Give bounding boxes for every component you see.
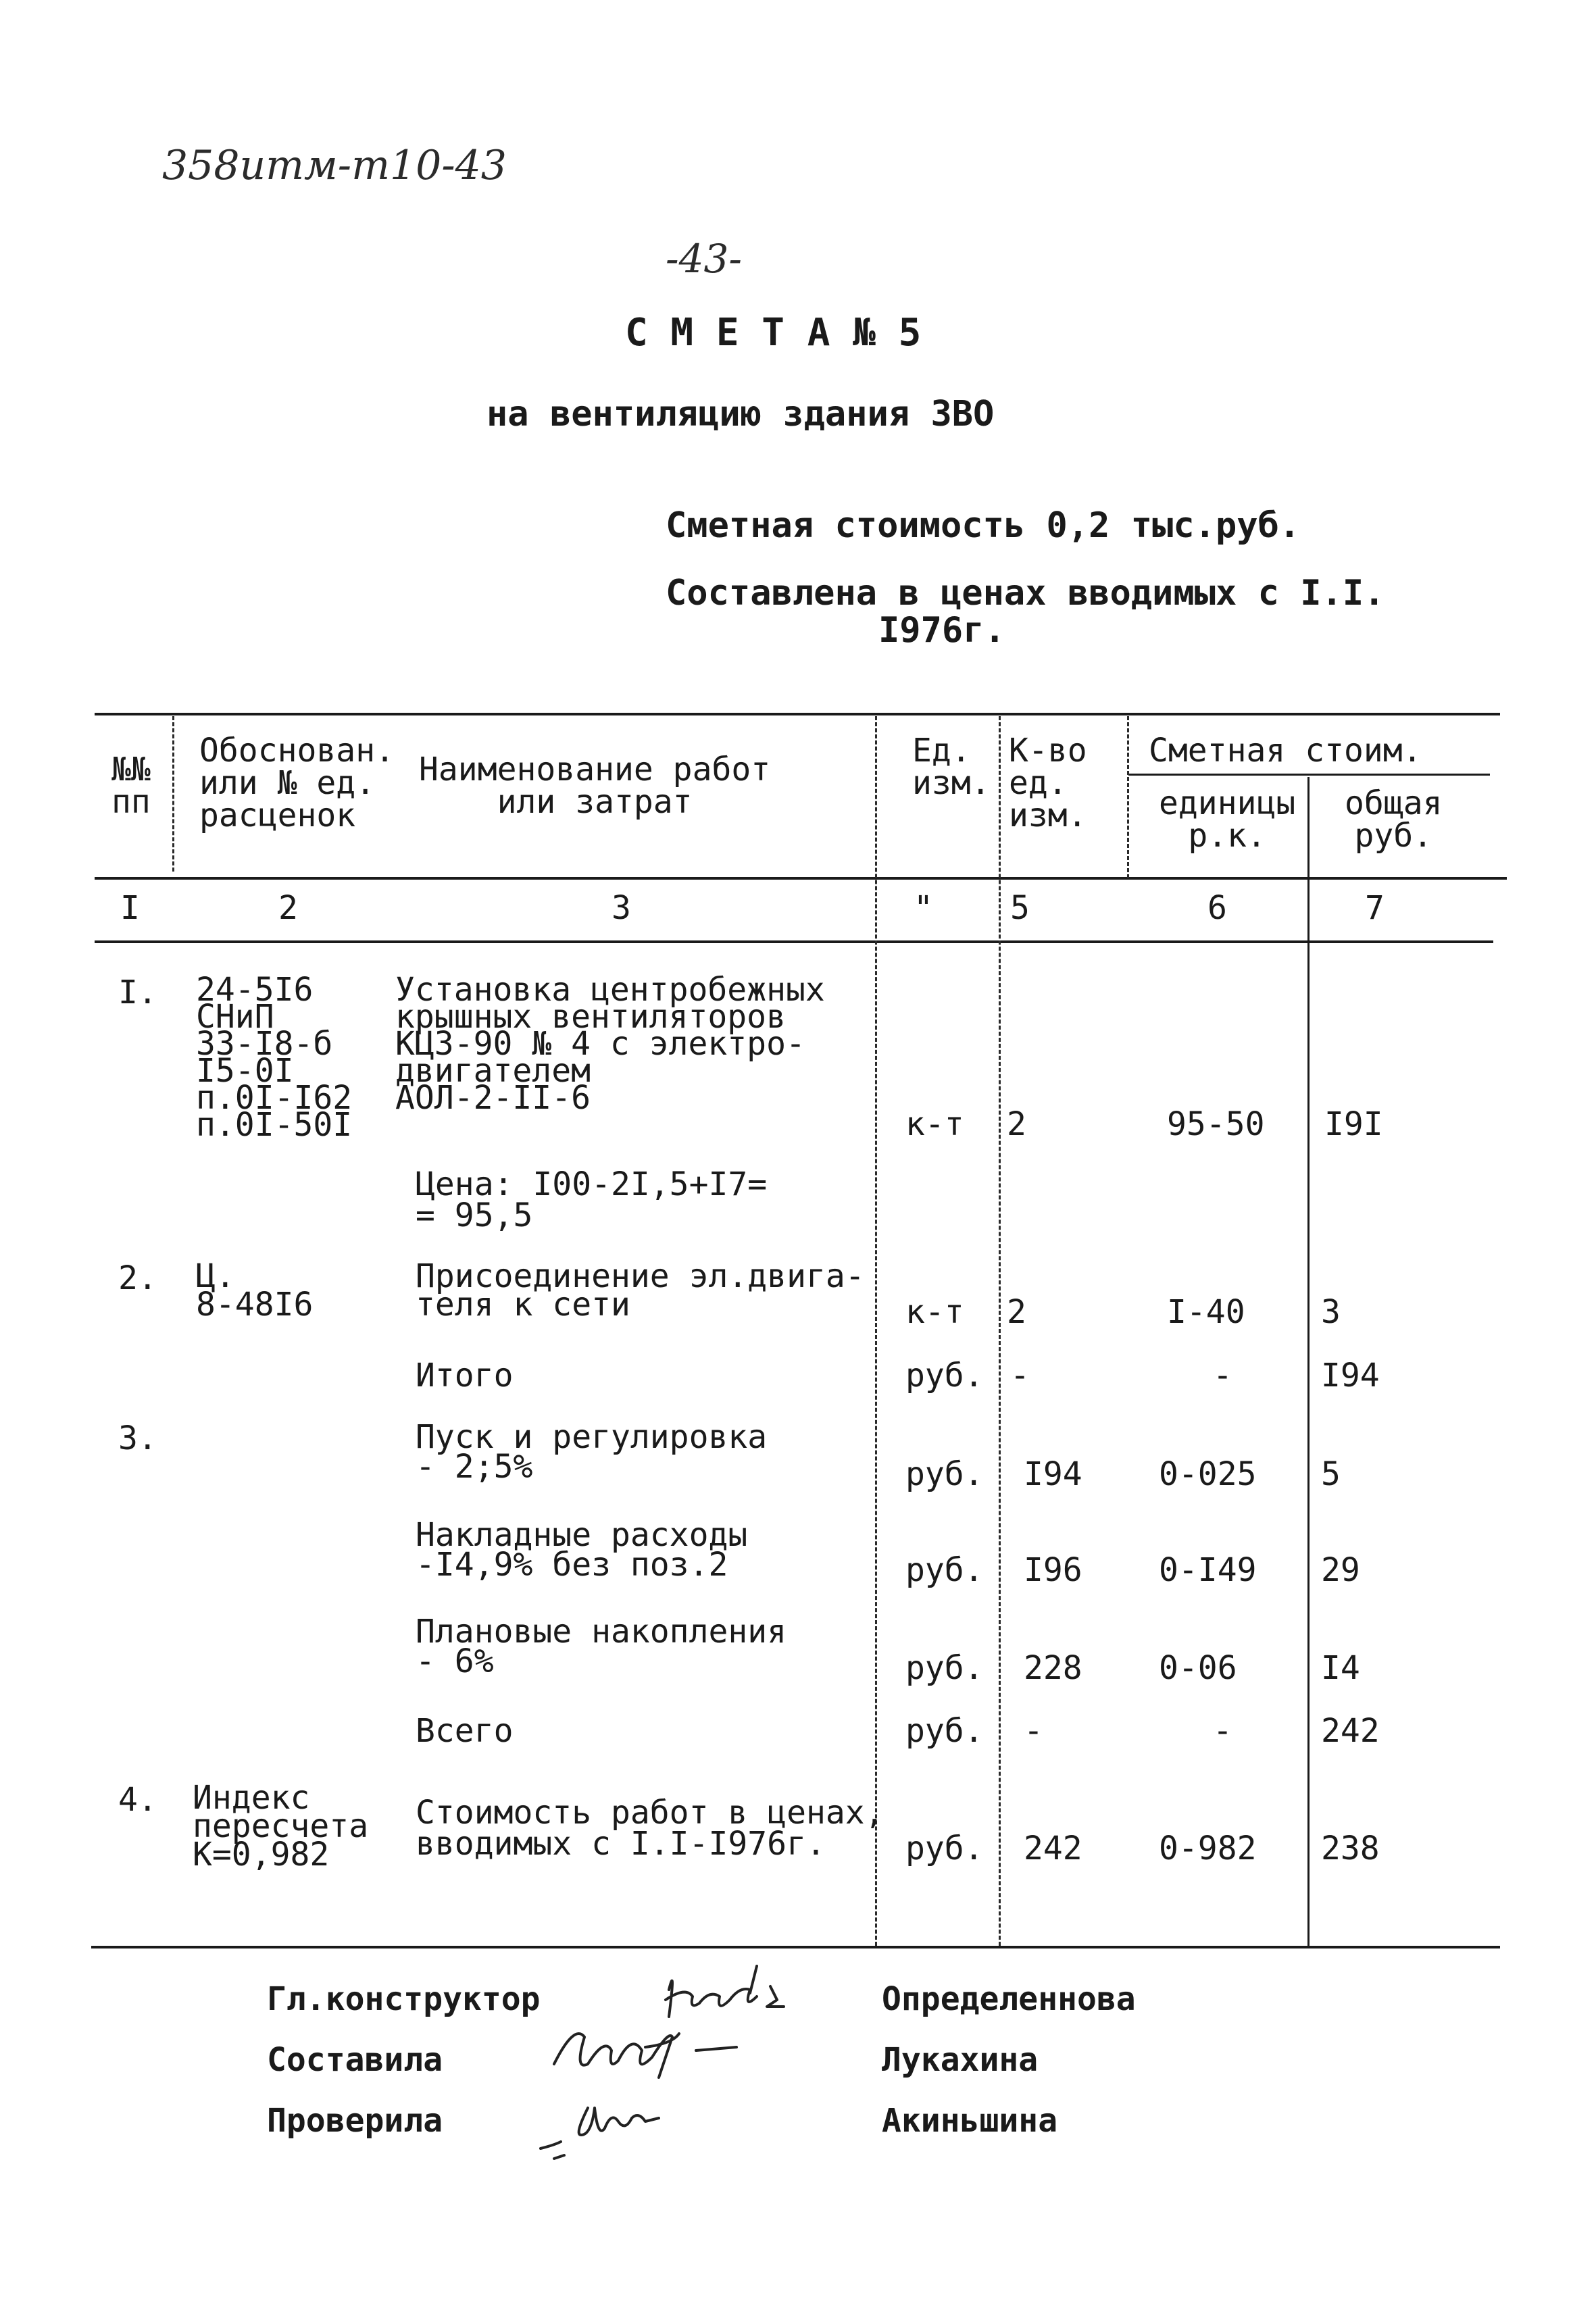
table-top-rule (95, 713, 1500, 715)
overhead-unit: руб. (905, 1551, 984, 1589)
row2-qty: 2 (1007, 1293, 1026, 1331)
savings-unit: руб. (905, 1649, 984, 1687)
page-title: С М Е Т А № 5 (625, 311, 922, 355)
row4-price: 0-982 (1159, 1830, 1257, 1867)
signature-role-checked: Проверила (267, 2102, 443, 2140)
cost-group-rule (1128, 774, 1490, 776)
row3-num: 3. (118, 1419, 157, 1457)
subtotal-label: Итого (416, 1357, 514, 1394)
signature-name-chief-designer: Определеннова (882, 1980, 1136, 2018)
signature-scribble-2 (554, 2034, 737, 2078)
signature-scribble-1 (666, 1966, 784, 2017)
grand-total-total: 242 (1321, 1712, 1380, 1750)
savings-total: I4 (1321, 1649, 1360, 1687)
grand-total-price: - (1213, 1712, 1232, 1750)
col-number-3: 3 (612, 889, 631, 927)
header-basis: Обоснован. или № ед. расценок (199, 732, 395, 834)
grand-total-qty: - (1024, 1712, 1043, 1750)
row1-unit: к-т (905, 1105, 964, 1143)
header-qty: К-во ед. изм. (1009, 732, 1087, 834)
col-number-7: 7 (1365, 889, 1385, 927)
grand-total-unit: руб. (905, 1712, 984, 1750)
header-cost-unit: единицы р.к. (1159, 784, 1296, 855)
row3-unit: руб. (905, 1455, 984, 1493)
row1-name: Установка центробежных крышных вентиляторов КЦЗ-90 № 4 с электро- двигателем АОЛ-2-II-6 (395, 971, 825, 1117)
page-subtitle: на вентиляцию здания ЗВО (487, 394, 995, 434)
overhead-price: 0-I49 (1159, 1551, 1257, 1589)
savings-price: 0-06 (1159, 1649, 1237, 1687)
row4-num: 4. (118, 1781, 157, 1819)
signature-role-compiled: Составила (267, 2041, 443, 2079)
header-cost-total: общая руб. (1345, 784, 1443, 855)
col-divider-1 (172, 716, 174, 872)
col-number-2: 2 (278, 889, 298, 927)
overhead-qty: I96 (1024, 1551, 1082, 1589)
overhead-total: 29 (1321, 1551, 1360, 1589)
row4-name: Стоимость работ в ценах, вводимых с I.I-I976г. (416, 1794, 884, 1863)
col-number-4: " (914, 889, 933, 927)
row2-basis: Ц. 8-48I6 (196, 1257, 314, 1324)
row2-num: 2. (118, 1259, 157, 1297)
col-divider-2 (875, 716, 877, 1946)
signature-role-chief-designer: Гл.конструктор (267, 1980, 541, 2018)
header-bottom-rule (95, 877, 1507, 880)
header-unit: Ед. изм. (912, 732, 991, 802)
grand-total-label: Всего (416, 1712, 514, 1750)
document-code: 358итм-т10-43 (162, 142, 507, 189)
table-bottom-rule (91, 1946, 1500, 1948)
signature-name-compiled: Лукахина (882, 2041, 1039, 2079)
row4-basis: Индекс пересчета К=0,982 (193, 1779, 369, 1873)
col-number-6: 6 (1207, 889, 1227, 927)
row4-qty: 242 (1024, 1830, 1082, 1867)
row3-total: 5 (1321, 1455, 1341, 1493)
row3-name: Пуск и регулировка - 2;5% (416, 1418, 768, 1486)
prices-basis-line-2: I976г. (878, 610, 1005, 651)
col-number-1: I (120, 889, 140, 927)
row1-qty: 2 (1007, 1105, 1026, 1143)
col-divider-3 (999, 716, 1001, 1946)
overhead-name: Накладные расходы -I4,9% без поз.2 (416, 1516, 748, 1584)
header-cost-group: Сметная стоим. (1149, 732, 1422, 770)
row2-total: 3 (1321, 1293, 1341, 1331)
header-name: Наименование работ или затрат (419, 751, 771, 821)
row2-price: I-40 (1167, 1293, 1245, 1331)
row2-unit: к-т (905, 1293, 964, 1331)
prices-basis-line-1: Составлена в ценах вводимых с I.I. (666, 573, 1385, 613)
col-number-5: 5 (1010, 889, 1030, 927)
col-divider-4 (1127, 716, 1129, 878)
handwritten-signatures (527, 1953, 878, 2209)
subtotal-total: I94 (1321, 1357, 1380, 1394)
row3-price: 0-025 (1159, 1455, 1257, 1493)
col-divider-5 (1307, 777, 1310, 1946)
savings-qty: 228 (1024, 1649, 1082, 1687)
row3-qty: I94 (1024, 1455, 1082, 1493)
subtotal-unit: руб. (905, 1357, 984, 1394)
estimated-cost: Сметная стоимость 0,2 тыс.руб. (666, 505, 1301, 546)
col-numbers-rule (95, 940, 1493, 943)
row4-unit: руб. (905, 1830, 984, 1867)
row1-price-note: Цена: I00-2I,5+I7= = 95,5 (416, 1165, 768, 1234)
header-num: №№ пп (111, 751, 151, 821)
subtotal-price: - (1213, 1357, 1232, 1394)
row1-basis: 24-5I6 СНиП 33-I8-б I5-0I п.0I-I62 п.0I-50I (196, 971, 353, 1144)
savings-name: Плановые накопления - 6% (416, 1613, 787, 1680)
row1-total: I9I (1324, 1105, 1383, 1143)
page-number: -43- (666, 236, 742, 282)
signature-scribble-3 (541, 2108, 659, 2159)
row2-name: Присоединение эл.двига- теля к сети (416, 1257, 865, 1324)
subtotal-qty: - (1010, 1357, 1030, 1394)
row4-total: 238 (1321, 1830, 1380, 1867)
row1-num: I. (118, 974, 157, 1011)
signature-name-checked: Акиньшина (882, 2102, 1058, 2140)
row1-price: 95-50 (1167, 1105, 1265, 1143)
